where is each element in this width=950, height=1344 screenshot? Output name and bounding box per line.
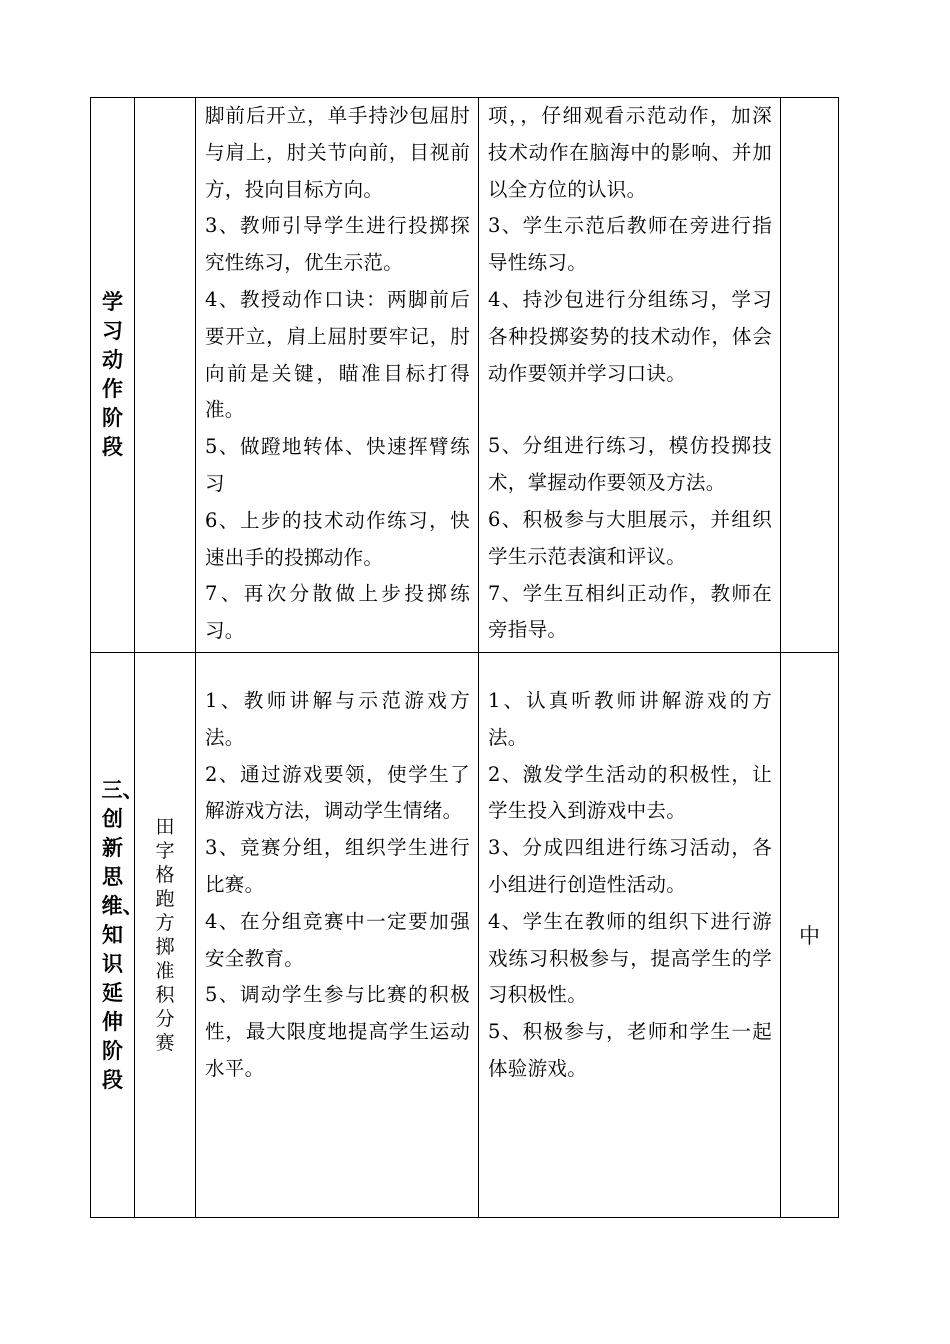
student-step: 4、持沙包进行分组练习，学习各种投掷姿势的技术动作，体会动作要领并学习口诀。: [488, 287, 772, 385]
stage-cell: [91, 653, 144, 1218]
student-step: 项，，仔细观看示范动作，加深技术动作在脑海中的影响、并加以全方位的认识。: [488, 104, 772, 201]
stage-label: 学习动作阶段: [102, 290, 123, 459]
teacher-step: 5、调动学生参与比赛的积极性，最大限度地提高学生运动水平。: [205, 983, 470, 1080]
student-step: 5、分组进行练习，模仿投掷技术，掌握动作要领及方法。: [488, 434, 772, 495]
student-activity-cell: [479, 98, 781, 653]
teacher-step: 6、上步的技术动作练习，快速出手的投掷动作。: [205, 508, 470, 569]
teacher-step: 2、通过游戏要领，使学生了解游戏方法，调动学生情绪。: [205, 762, 470, 823]
teacher-step: 脚前后开立，单手持沙包屈肘与肩上，肘关节向前，目视前方，投向目标方向。: [205, 104, 470, 201]
student-step: 1、认真听教师讲解游戏的方法。: [488, 689, 772, 749]
student-step: 3、分成四组进行练习活动，各小组进行创造性活动。: [488, 836, 772, 896]
table-row: [91, 653, 839, 1218]
content-name-cell: [135, 653, 196, 1218]
table-row: [91, 98, 839, 653]
teacher-step: 3、教师引导学生进行投掷探究性练习，优生示范。: [205, 214, 470, 275]
intensity-label: 中: [799, 924, 820, 948]
content-name-cell: [135, 98, 196, 653]
content-name: 田字格跑方掷准积分赛: [155, 816, 175, 1054]
teacher-step: 4、教授动作口诀：两脚前后要开立，肩上屈肘要牢记，肘向前是关键，瞄准目标打得准。: [205, 287, 470, 422]
teacher-step: 7、再次分散做上步投掷练习。: [205, 582, 470, 643]
teacher-activity-cell: [196, 98, 479, 653]
teacher-step: 5、做蹬地转体、快速挥臂练习: [205, 435, 470, 495]
student-step: 2、激发学生活动的积极性，让学生投入到游戏中去。: [488, 762, 772, 823]
student-step: 7、学生互相纠正动作，教师在旁指导。: [488, 581, 772, 642]
student-step: 6、积极参与大胆展示，并组织学生示范表演和评议。: [488, 507, 772, 568]
student-step: 5、积极参与，老师和学生一起体验游戏。: [488, 1020, 772, 1080]
teacher-step: 3、竞赛分组，组织学生进行比赛。: [205, 836, 470, 896]
intensity-cell: [781, 653, 839, 1218]
teacher-activity-cell: [196, 653, 479, 1218]
intensity-cell: [781, 98, 839, 653]
stage-label: 三、创新思维、知识延伸阶段: [101, 777, 144, 1092]
student-step: 3、学生示范后教师在旁进行指导性练习。: [488, 214, 772, 275]
student-activity-cell: [479, 653, 781, 1218]
stage-cell: [91, 98, 135, 653]
student-step: 4、学生在教师的组织下进行游戏练习积极参与，提高学生的学习积极性。: [488, 909, 772, 1007]
teacher-step: 4、在分组竞赛中一定要加强安全教育。: [205, 909, 470, 970]
lesson-plan-table: [90, 97, 839, 1218]
teacher-step: 1、教师讲解与示范游戏方法。: [205, 689, 470, 749]
